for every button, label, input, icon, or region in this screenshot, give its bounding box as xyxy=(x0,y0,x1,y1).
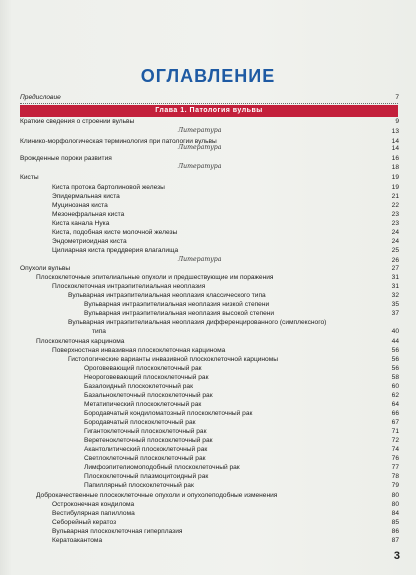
toc-entry[interactable] xyxy=(0,92,416,103)
toc-entry-title: Врожденные пороки развития xyxy=(20,155,112,162)
toc-entry[interactable] xyxy=(0,535,416,546)
toc-page-number: 62 xyxy=(391,392,399,399)
literature-label: Литература xyxy=(178,144,222,151)
toc-page-number: 74 xyxy=(391,446,399,453)
toc-page-number: 66 xyxy=(391,410,399,417)
toc-page-number: 31 xyxy=(391,274,399,281)
toc-page-number: 19 xyxy=(391,174,399,181)
toc-entry-title: Папиллярный плоскоклеточный рак xyxy=(84,482,194,489)
toc-entry-title: Бородавчатый кондиломатозный плоскоклеточный рак xyxy=(84,410,253,417)
toc-page-number: 25 xyxy=(391,247,399,254)
toc-entry-title: Плоскоклеточный плазмоцитоидный рак xyxy=(84,473,209,480)
toc-page-number: 24 xyxy=(391,229,399,236)
toc-page-number: 24 xyxy=(391,238,399,245)
toc-page-number: 86 xyxy=(391,528,399,535)
toc-entry-title: Вульварная интраэпителиальная неоплазия классического типа xyxy=(68,292,266,299)
toc-page-number: 31 xyxy=(391,283,399,290)
literature-label: Литература xyxy=(178,163,222,170)
toc-page-number: 87 xyxy=(391,537,399,544)
toc-page-number: 35 xyxy=(391,301,399,308)
toc-page-number: 14 xyxy=(391,138,399,145)
toc-page-number: 79 xyxy=(391,482,399,489)
toc-entry-title: Плоскоклеточная карцинома xyxy=(36,338,125,345)
toc-entry-title: Муцинозная киста xyxy=(52,202,108,209)
toc-entry-title: Себорейный кератоз xyxy=(52,519,117,526)
toc-page-number: 9 xyxy=(395,118,399,125)
toc-entry-title: Гигантоклеточный плоскоклеточный рак xyxy=(84,428,207,435)
toc-page-number: 85 xyxy=(391,519,399,526)
toc-entry-title: Краткие сведения о строении вульвы xyxy=(20,118,135,125)
toc-entry-title: Неороговевающий плоскоклеточный рак xyxy=(84,374,209,381)
toc-entry-title: Предисловие xyxy=(20,94,61,101)
toc-page-number: 76 xyxy=(391,455,399,462)
toc-entry-title: Эпидермальная киста xyxy=(52,193,120,200)
toc-entry-title: Светлоклеточный плоскоклеточный рак xyxy=(84,455,206,462)
toc-page-number: 44 xyxy=(391,338,399,345)
toc-entry-title: типа xyxy=(92,328,106,335)
toc-entry-title: Вестибулярная папиллома xyxy=(52,510,135,517)
toc-page-number: 27 xyxy=(391,265,399,272)
toc-page-number: 23 xyxy=(391,220,399,227)
toc-page-number: 84 xyxy=(391,510,399,517)
toc-entry-title: Киста, подобная кисте молочной железы xyxy=(52,229,178,236)
toc-page-number: 56 xyxy=(391,365,399,372)
toc-entry-title: Плоскоклеточная интраэпителиальная неоплазия xyxy=(52,283,206,290)
toc-page-number: 77 xyxy=(391,464,399,471)
page-title: ОГЛАВЛЕНИЕ xyxy=(140,66,276,86)
toc-page-number: 23 xyxy=(391,211,399,218)
toc-entry-title: Гистологические варианты инвазивной плоскоклеточной карциномы xyxy=(68,356,278,363)
toc-entry-title: Вульварная интраэпителиальная неоплазия низкой степени xyxy=(84,301,270,308)
toc-entry-title: Веретеноклеточный плоскоклеточный рак xyxy=(84,437,213,444)
toc-entry-title: Вульварная плоскоклеточная гиперплазия xyxy=(52,528,183,535)
toc-entry-title: Киста протока бартолиновой железы xyxy=(52,184,165,191)
toc-page-number: 21 xyxy=(391,193,399,200)
toc-page-number: 26 xyxy=(391,257,399,264)
toc-entry-title: Вульварная интраэпителиальная неоплазия дифференцированного (симплексного) xyxy=(68,319,327,326)
toc-entry-title: Цилиарная киста преддверия влагалища xyxy=(52,247,179,254)
toc-page-number: 13 xyxy=(391,128,399,135)
toc-page-number: 7 xyxy=(395,94,399,101)
toc-page-number: 71 xyxy=(391,428,399,435)
toc-entry-title: Ороговевающий плоскоклеточный рак xyxy=(84,365,202,372)
toc-page-number: 60 xyxy=(391,383,399,390)
toc-page-number: 37 xyxy=(391,310,399,317)
toc-entry-title: Базальноклеточный плоскоклеточный рак xyxy=(84,392,213,399)
toc-entry-title: Киста канала Нука xyxy=(52,220,110,227)
toc-entry-title: Поверхностная инвазивная плоскоклеточная карцинома xyxy=(52,347,226,354)
toc-entry-title: Плоскоклеточные эпителиальные опухоли и предшествующие им поражения xyxy=(36,274,274,281)
toc-entry-title: Вульварная интраэпителиальная неоплазия высокой степени xyxy=(84,310,275,317)
toc-entry-title: Бородавчатый плоскоклеточный рак xyxy=(84,419,196,426)
toc-page-number: 14 xyxy=(391,145,399,152)
toc-page-number: 18 xyxy=(391,164,399,171)
toc-entry-title: Остроконечная кондилома xyxy=(52,501,135,508)
toc-entry-title: Кератоакантома xyxy=(52,537,103,544)
chapter-heading: Глава 1. Патология вульвы xyxy=(20,105,398,117)
toc-page-number: 78 xyxy=(391,473,399,480)
toc-page-number: 22 xyxy=(391,202,399,209)
page-number: 3 xyxy=(393,550,400,562)
toc-entry-title: Метатипический плоскоклеточный рак xyxy=(84,401,202,408)
toc-entry-title: Клинико-морфологическая терминология при патологии вульвы xyxy=(20,138,217,145)
toc-page-number: 67 xyxy=(391,419,399,426)
toc-entry-title: Эндометриоидная киста xyxy=(52,238,127,245)
toc-entry-title: Доброкачественные плоскоклеточные опухоли и опухолеподобные изменения xyxy=(36,492,278,499)
literature-label: Литература xyxy=(178,256,222,263)
toc-entry-title: Кисты xyxy=(20,174,39,181)
toc-page-number: 56 xyxy=(391,356,399,363)
toc-entry-title: Базалоидный плоскоклеточный рак xyxy=(84,383,193,390)
toc-page-number: 72 xyxy=(391,437,399,444)
toc-entry-title: Опухоли вульвы xyxy=(20,265,71,272)
toc-page-number: 16 xyxy=(391,155,399,162)
toc-page-number: 56 xyxy=(391,347,399,354)
toc-entry-title: Мезонефральная киста xyxy=(52,211,125,218)
toc-entry-title: Лимфоэпителиомоподобный плоскоклеточный рак xyxy=(84,464,240,471)
toc-page-number: 80 xyxy=(391,501,399,508)
literature-label: Литература xyxy=(178,127,222,134)
toc-page-number: 32 xyxy=(391,292,399,299)
toc-page-number: 19 xyxy=(391,184,399,191)
toc-entry-title: Акантолитический плоскоклеточный рак xyxy=(84,446,208,453)
toc-page-number: 40 xyxy=(391,328,399,335)
toc-page-number: 80 xyxy=(391,492,399,499)
toc-page-number: 58 xyxy=(391,374,399,381)
toc-page-number: 64 xyxy=(391,401,399,408)
